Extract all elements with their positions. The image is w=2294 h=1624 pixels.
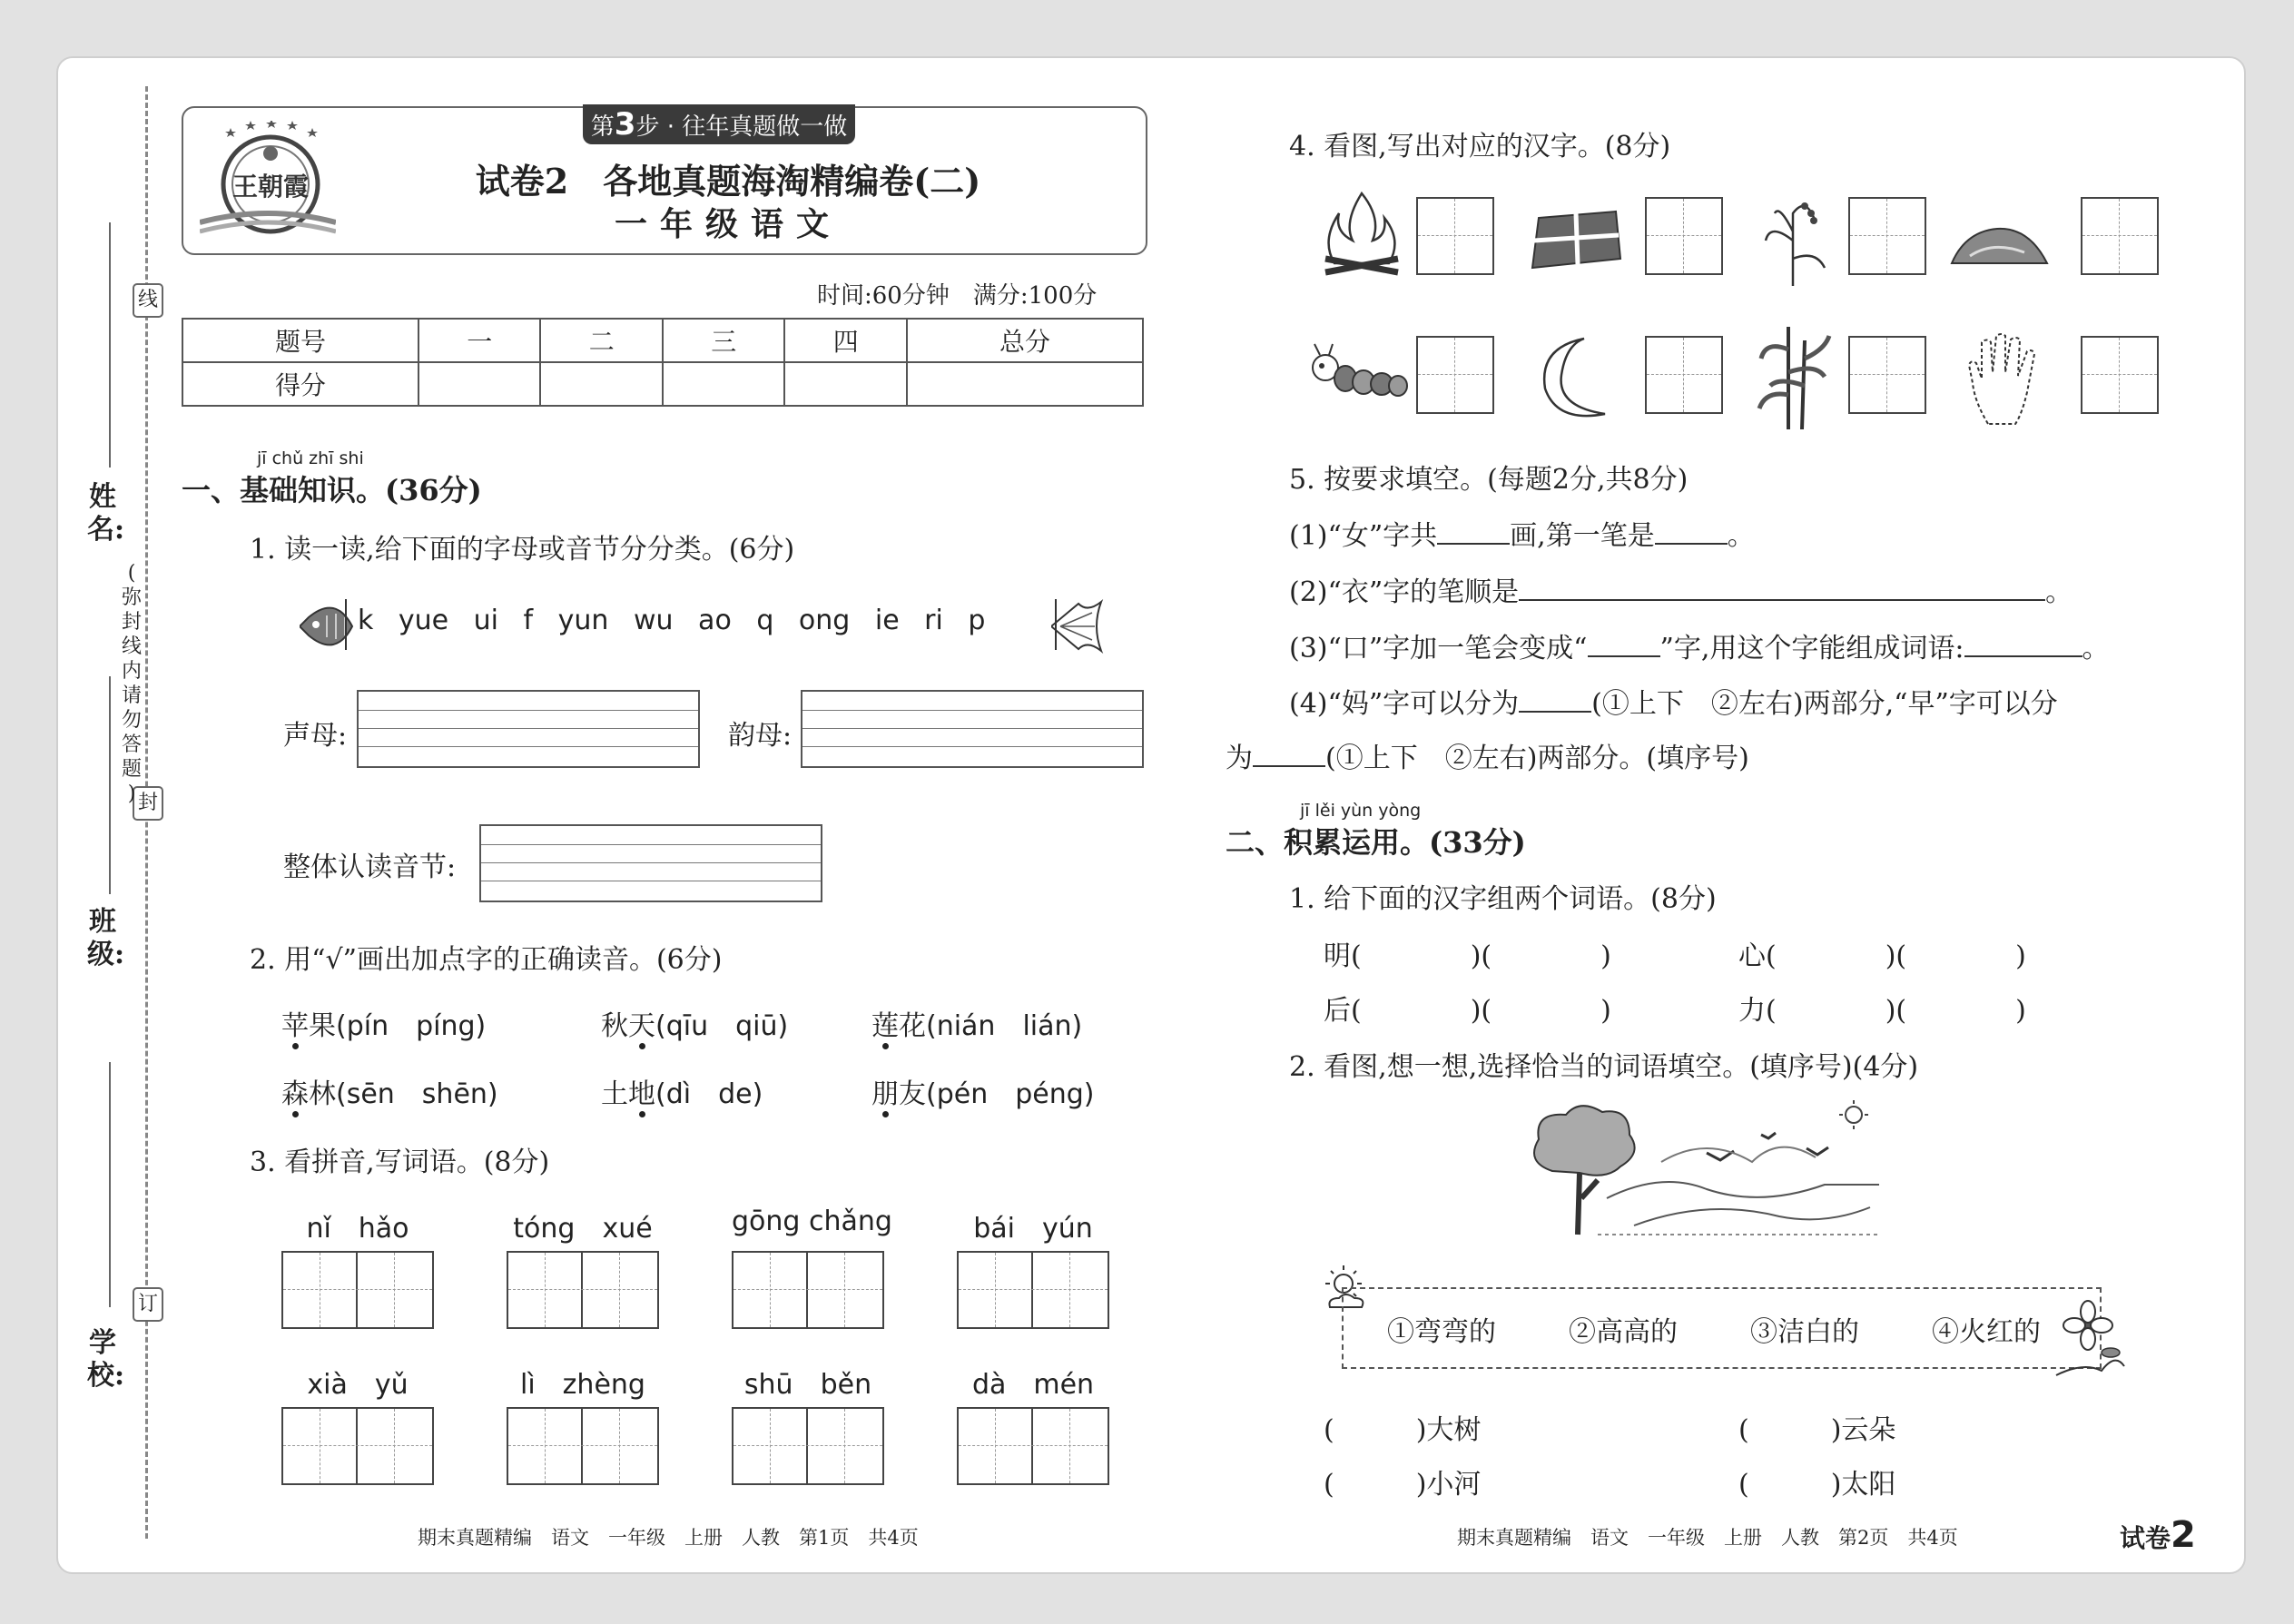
section1-pinyin: jī chǔ zhī shi xyxy=(257,448,364,468)
class-blank-line xyxy=(109,676,111,894)
q1-title: 1. 读一读,给下面的字母或音节分分类。(6分) xyxy=(250,534,795,566)
first-stroke-blank[interactable] xyxy=(1655,543,1728,545)
exam-meta: 时间:60分钟 满分:100分 xyxy=(817,282,1098,310)
pinyin-word: gōng chǎng xyxy=(732,1206,892,1237)
q5-line2: (2)“衣”字的笔顺是 。 xyxy=(1289,576,2073,608)
q5-title: 5. 按要求填空。(每题2分,共8分) xyxy=(1289,464,1689,496)
new-char-blank[interactable] xyxy=(1588,655,1660,657)
fill-item[interactable]: ( )大树 xyxy=(1324,1414,1482,1446)
reading-item[interactable]: 秋天(qīu qiū) xyxy=(601,1010,789,1042)
char-box[interactable] xyxy=(1645,197,1723,275)
exam-title: 试卷2 各地真题海淘精编卷(二) xyxy=(475,161,981,202)
landscape-picture-icon xyxy=(1525,1098,1879,1239)
pinyin-word: xià yǔ xyxy=(307,1369,409,1401)
score-cell: 总分 xyxy=(907,319,1143,362)
score-input-cell[interactable] xyxy=(663,362,785,406)
stone-picture-icon xyxy=(1947,218,2052,272)
shengmu-label: 声母: xyxy=(283,720,348,752)
pinyin-word: lì zhèng xyxy=(520,1369,645,1401)
caterpillar-picture-icon xyxy=(1307,340,1412,413)
step-tab: 第3步 · 往年真题做一做 xyxy=(583,104,855,144)
fire-picture-icon xyxy=(1316,186,1407,286)
score-input-cell[interactable] xyxy=(540,362,663,406)
pinyin-word: nǐ hǎo xyxy=(306,1213,409,1245)
writing-grid[interactable] xyxy=(507,1251,659,1329)
zhengti-label: 整体认读音节: xyxy=(283,851,457,883)
structure-blank[interactable] xyxy=(1253,765,1325,767)
exam-header xyxy=(182,106,1147,255)
reading-item[interactable]: 莲花(nián lián) xyxy=(871,1010,1083,1042)
writing-grid[interactable] xyxy=(957,1407,1109,1485)
char-box[interactable] xyxy=(1645,336,1723,414)
score-table-header-row xyxy=(182,319,1143,362)
options-box xyxy=(1342,1287,2102,1369)
q5-line1: (1)“女”字共 画,第一笔是 。 xyxy=(1289,520,1755,552)
writing-grid[interactable] xyxy=(507,1407,659,1485)
score-input-cell[interactable] xyxy=(907,362,1143,406)
score-cell: 二 xyxy=(540,319,663,362)
score-cell: 三 xyxy=(663,319,785,362)
pinyin-word: bái yún xyxy=(973,1213,1093,1245)
option-4: ④火红的 xyxy=(1932,1316,2041,1348)
shengmu-answer-box[interactable] xyxy=(357,690,700,768)
fill-item[interactable]: ( )云朵 xyxy=(1738,1414,1896,1446)
option-1: ①弯弯的 xyxy=(1387,1316,1496,1348)
q5-line3: (3)“口”字加一笔会变成“ ”字,用这个字能组成词语: 。 xyxy=(1289,633,2110,664)
writing-grid[interactable] xyxy=(281,1407,434,1485)
class-label: 班级: xyxy=(87,906,125,970)
q2-title: 2. 用“√”画出加点字的正确读音。(6分) xyxy=(250,944,723,976)
word-group-item[interactable]: 后( )( ) xyxy=(1324,995,1611,1027)
word-group-item[interactable]: 力( )( ) xyxy=(1738,995,2026,1027)
yunmu-label: 韵母: xyxy=(728,720,793,752)
side-tag-seal: 封 xyxy=(133,786,163,821)
side-tag-line: 线 xyxy=(133,283,163,318)
writing-grid[interactable] xyxy=(957,1251,1109,1329)
word-group-item[interactable]: 心( )( ) xyxy=(1738,940,2026,972)
letters-list: k yue ui f yun wu ao q ong ie ri p xyxy=(358,605,986,636)
word-group-item[interactable]: 明( )( ) xyxy=(1324,940,1611,972)
footer-right: 期末真题精编 语文 一年级 上册 人教 第2页 共4页 xyxy=(1457,1527,1958,1549)
score-cell: 题号 xyxy=(182,319,418,362)
score-cell: 一 xyxy=(418,319,541,362)
writing-grid[interactable] xyxy=(732,1251,884,1329)
section2-title: 二、积累运用。(33分) xyxy=(1226,825,1526,860)
footer-left: 期末真题精编 语文 一年级 上册 人教 第1页 共4页 xyxy=(418,1527,919,1549)
letters-strip xyxy=(345,599,1057,650)
option-2: ②高高的 xyxy=(1569,1316,1678,1348)
writing-grid[interactable] xyxy=(281,1251,434,1329)
section1-title: 一、基础知识。(36分) xyxy=(182,473,482,507)
char-box[interactable] xyxy=(1416,197,1494,275)
word-blank[interactable] xyxy=(1964,655,2082,657)
school-label: 学校: xyxy=(87,1327,125,1392)
school-blank-line xyxy=(109,1062,111,1307)
exam-subtitle: 一年级语文 xyxy=(614,205,842,243)
fill-item[interactable]: ( )小河 xyxy=(1324,1469,1482,1501)
reading-item[interactable]: 土地(dì de) xyxy=(601,1078,763,1110)
zhengti-answer-box[interactable] xyxy=(479,824,822,902)
section2-pinyin: jī lěi yùn yòng xyxy=(1300,801,1422,821)
hand-picture-icon xyxy=(1965,329,2047,428)
structure-blank[interactable] xyxy=(1519,711,1591,713)
score-cell: 四 xyxy=(784,319,907,362)
score-input-cell[interactable] xyxy=(418,362,541,406)
rice-plant-icon xyxy=(1752,186,1834,290)
brand-logo-icon xyxy=(200,121,336,239)
writing-grid[interactable] xyxy=(732,1407,884,1485)
char-box[interactable] xyxy=(1848,336,1926,414)
q3-title: 3. 看拼音,写词语。(8分) xyxy=(250,1147,550,1178)
side-tag-bind: 订 xyxy=(133,1287,163,1322)
pinyin-word: tóng xué xyxy=(513,1213,653,1245)
name-blank-line xyxy=(109,222,111,468)
logo-text: 王朝霞 xyxy=(231,172,310,202)
yunmu-answer-box[interactable] xyxy=(801,690,1144,768)
stroke-order-blank[interactable] xyxy=(1519,599,2045,601)
stroke-count-blank[interactable] xyxy=(1437,543,1510,545)
name-label: 姓名: xyxy=(87,481,125,546)
q5-line5: 为 (①上下 ②左右)两部分。(填序号) xyxy=(1226,743,1749,774)
score-cell: 得分 xyxy=(182,362,418,406)
field-picture-icon xyxy=(1525,204,1625,277)
flower-icon xyxy=(2047,1289,2129,1380)
reading-item[interactable]: 朋友(pén péng) xyxy=(871,1078,1095,1110)
char-box[interactable] xyxy=(2081,336,2159,414)
reading-item[interactable]: 苹果(pín píng) xyxy=(281,1010,487,1042)
char-box[interactable] xyxy=(2081,197,2159,275)
pinyin-word: shū běn xyxy=(743,1369,872,1401)
fish-tail-icon xyxy=(1051,595,1106,658)
score-table xyxy=(182,318,1144,407)
seal-notice: ( 弥 封 线 内 请 勿 答 题 ) xyxy=(121,562,142,805)
fill-item[interactable]: ( )太阳 xyxy=(1738,1469,1896,1501)
score-input-cell[interactable] xyxy=(784,362,907,406)
score-table-score-row xyxy=(182,362,1143,406)
s2-q1-title: 1. 给下面的汉字组两个词语。(8分) xyxy=(1289,883,1717,915)
paper-tag: 试卷2 xyxy=(2120,1514,2196,1556)
char-box[interactable] xyxy=(1416,336,1494,414)
reading-item[interactable]: 森林(sēn shēn) xyxy=(281,1078,498,1110)
option-3: ③洁白的 xyxy=(1750,1316,1859,1348)
char-box[interactable] xyxy=(1848,197,1926,275)
s2-q2-title: 2. 看图,想一想,选择恰当的词语填空。(填序号)(4分) xyxy=(1289,1051,1919,1083)
q4-title: 4. 看图,写出对应的汉字。(8分) xyxy=(1289,131,1671,162)
q5-line4: (4)“妈”字可以分为 (①上下 ②左右)两部分,“早”字可以分 xyxy=(1289,688,2058,720)
bamboo-picture-icon xyxy=(1752,322,1834,431)
moon-picture-icon xyxy=(1534,334,1616,425)
pinyin-word: dà mén xyxy=(971,1369,1095,1401)
